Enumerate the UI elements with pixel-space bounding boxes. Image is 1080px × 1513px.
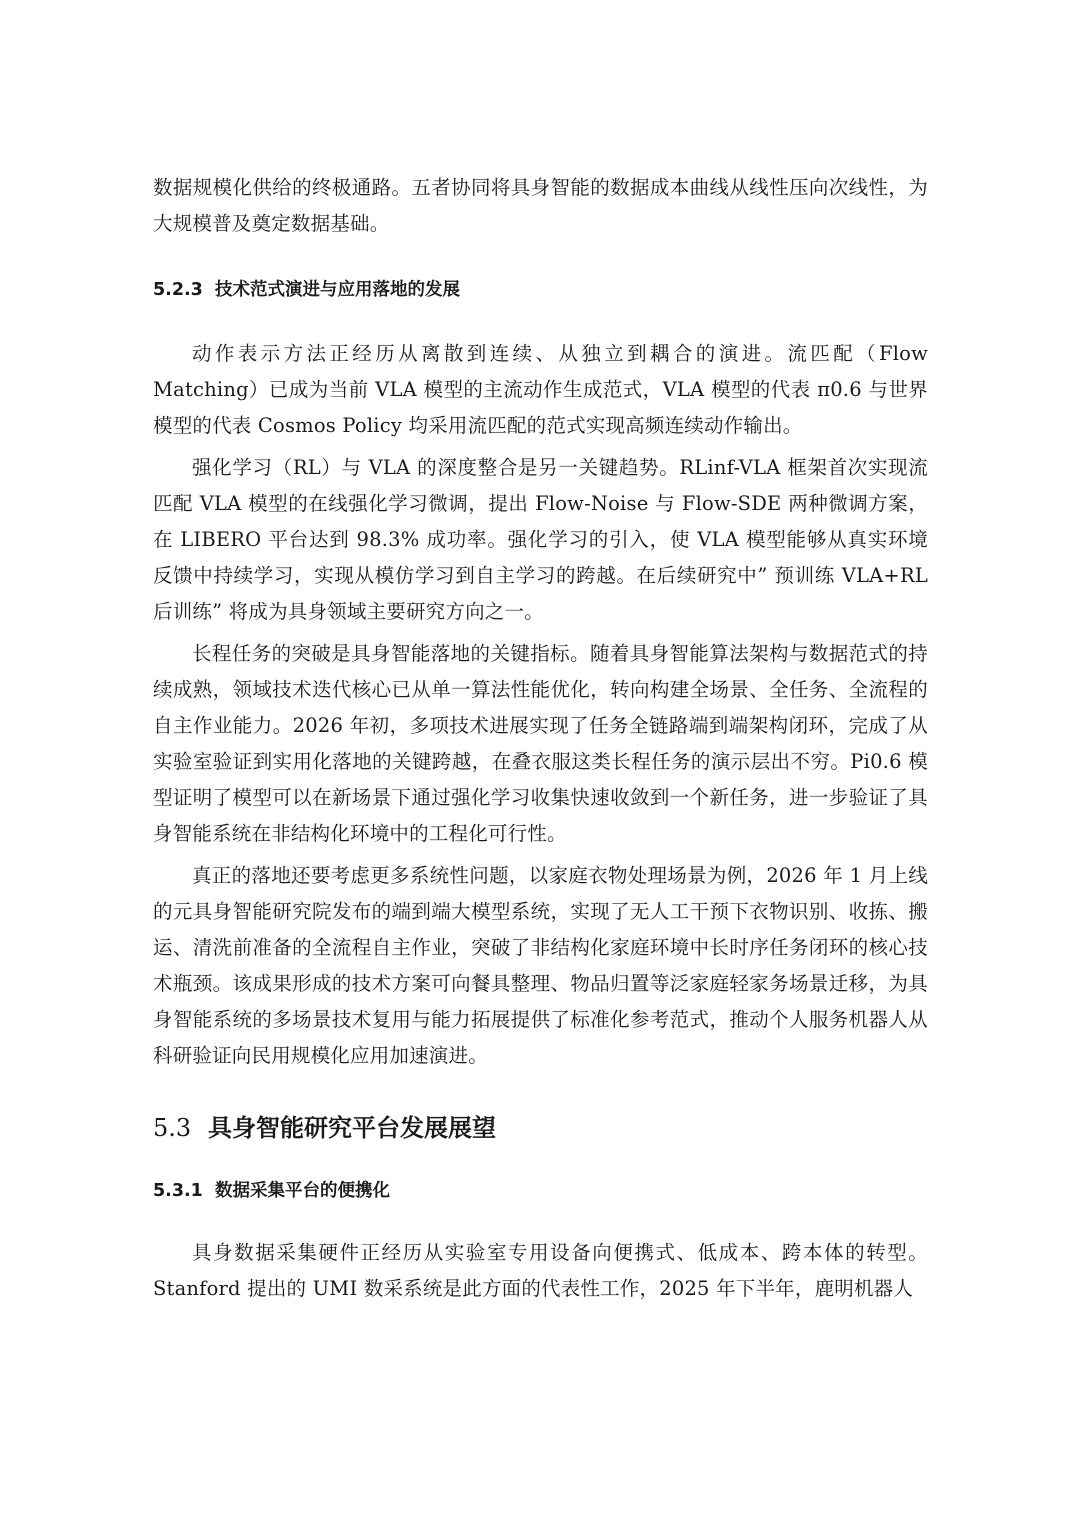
paragraph-deployment: 真正的落地还要考虑更多系统性问题，以家庭衣物处理场景为例，2026 年 1 月上线的元具身智能研究院发布的端到端大模型系统，实现了无人工干预下衣物识别、收拣、搬运、清洗前准备的全流程自主作业，突破了非结构化家庭环境中长时序任务闭环的核心技术瓶颈。该成果形成的技术方案可向餐具整理、物品归置等泛家庭轻家务场景迁移，为具身智能系统的多场景技术复用与能力拓展提供了标准化参考范式，推动个人服务机器人从科研验证向民用规模化应用加速演进。 — [153, 864, 928, 1067]
paragraph-action-representation: 动作表示方法正经历从离散到连续、从独立到耦合的演进。流匹配（Flow Matching）已成为当前 VLA 模型的主流动作生成范式，VLA 模型的代表 π0.6 与世界模型的代表 Cosmos Policy 均采用流匹配的范式实现高频连续动作输出。 — [153, 342, 928, 437]
section-heading-5-3 — [153, 1110, 928, 1146]
section-heading-5-3-1 — [153, 1177, 928, 1205]
intro-paragraph: 数据规模化供给的终极通路。五者协同将具身智能的数据成本曲线从线性压向次线性，为大规模普及奠定数据基础。 — [153, 176, 928, 235]
paragraph-long-horizon-tasks: 长程任务的突破是具身智能落地的关键指标。随着具身智能算法架构与数据范式的持续成熟，领域技术迭代核心已从单一算法性能优化，转向构建全场景、全任务、全流程的自主作业能力。2026 年初，多项技术进展实现了任务全链路端到端架构闭环，完成了从实验室验证到实用化落地的关键跨越，在叠衣服这类长程任务的演示层出不穷。Pi0.6 模型证明了模型可以在新场景下通过强化学习收集快速收敛到一个新任务，进一步验证了具身智能系统在非结构化环境中的工程化可行性。 — [153, 642, 928, 845]
section-number: 5.3 — [153, 1114, 192, 1142]
section-title: 具身智能研究平台发展展望 — [208, 1113, 496, 1142]
section-number: 5.3.1 — [153, 1181, 203, 1201]
section-title: 数据采集平台的便携化 — [215, 1181, 390, 1201]
paragraph-reinforcement-learning: 强化学习（RL）与 VLA 的深度整合是另一关键趋势。RLinf-VLA 框架首次实现流匹配 VLA 模型的在线强化学习微调，提出 Flow-Noise 与 Flow-SDE 两种微调方案，在 LIBERO 平台达到 98.3% 成功率。强化学习的引入，使 VLA 模型能够从真实环境反馈中持续学习，实现从模仿学习到自主学习的跨越。在后续研究中” 预训练 VLA+RL 后训练” 将成为具身领域主要研究方向之一。 — [153, 456, 928, 623]
paragraph-data-collection: 具身数据采集硬件正经历从实验室专用设备向便携式、低成本、跨本体的转型。Stanford 提出的 UMI 数采系统是此方面的代表性工作，2025 年下半年，鹿明机器人 — [153, 1241, 928, 1300]
section-title: 技术范式演进与应用落地的发展 — [215, 280, 460, 300]
section-heading-5-2-3 — [153, 276, 928, 304]
section-number: 5.2.3 — [153, 280, 203, 300]
document-page — [153, 170, 928, 1307]
